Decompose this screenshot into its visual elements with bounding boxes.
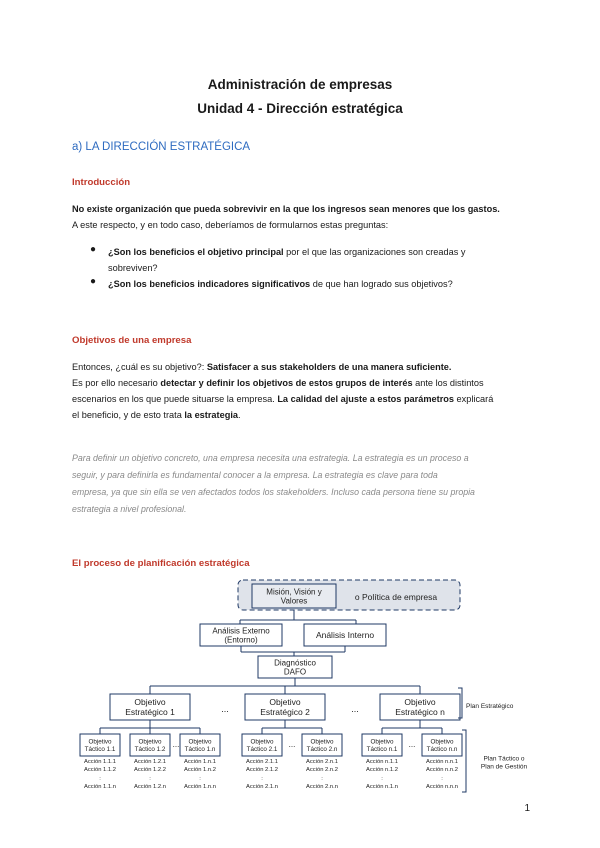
intro-question-lead: A este respecto, y en todo caso, deberíamos de formularnos estas preguntas:	[72, 220, 389, 230]
accion-label: :	[381, 776, 383, 782]
strategy-line: Para definir un objetivo concreto, una empresa necesita una estrategia. La estrategia es un proceso a	[72, 453, 469, 463]
planning-heading: El proceso de planificación estratégica	[72, 558, 250, 569]
accion-label: Acción 1.n.n	[184, 784, 216, 790]
ellipsis: ...	[288, 740, 296, 749]
objetivo-tactico-label: Táctico 2.n	[306, 745, 338, 753]
accion-label: Acción 1.2.1	[134, 759, 166, 765]
objetivo-tactico-label: Objetivo	[310, 738, 334, 746]
objetivo-tactico-label: Objetivo	[188, 738, 212, 746]
accion-label: :	[149, 776, 151, 782]
page-number: 1	[524, 803, 530, 814]
document-subtitle: Unidad 4 - Dirección estratégica	[197, 101, 403, 116]
accion-label: Acción 1.1.1	[84, 759, 116, 765]
accion-label: Acción n.1.n	[366, 784, 398, 790]
bullet-1-rest: por el que las organizaciones son creadas y	[283, 247, 466, 257]
accion-label: Acción n.n.n	[426, 784, 458, 790]
accion-label: Acción 1.1.2	[84, 767, 116, 773]
objetivo-estrategico-label: Estratégico 2	[260, 706, 310, 717]
accion-label: Acción 1.n.1	[184, 759, 216, 765]
obj-bold: La calidad del ajuste a estos parámetros	[277, 394, 454, 404]
objetivo-estrategico-label: Objetivo	[269, 696, 301, 707]
objetivos-heading: Objetivos de una empresa	[72, 335, 192, 346]
obj-bold: la estrategia	[184, 410, 238, 420]
ellipsis: ...	[351, 704, 359, 714]
objetivo-tactico-label: Objetivo	[370, 738, 394, 746]
obj-text: Entonces, ¿cuál es su objetivo?:	[72, 362, 207, 372]
bullet-dot: ●	[90, 244, 97, 255]
objetivo-tactico-label: Táctico 1.n	[184, 745, 216, 753]
accion-label: Acción n.1.1	[366, 759, 398, 765]
objetivo-tactico-label: Táctico 2.1	[246, 745, 278, 753]
accion-label: Acción 2.n.1	[306, 759, 338, 765]
strategy-line: seguir, y para definirla es fundamental conocer a la empresa. La estrategia es clave para toda	[72, 470, 438, 480]
mision-label: Misión, Visión y	[266, 587, 322, 597]
accion-label: :	[99, 776, 101, 782]
intro-statement: No existe organización que pueda sobrevivir en la que los ingresos sean menores que los gastos.	[72, 204, 500, 214]
ellipsis: ...	[408, 740, 416, 749]
objetivo-tactico-label: Objetivo	[430, 738, 454, 746]
analisis-interno-label: Análisis Interno	[315, 630, 375, 640]
accion-label: Acción 1.2.n	[134, 784, 166, 790]
accion-label: Acción 1.2.2	[134, 767, 166, 773]
plan-tactico-bracket	[462, 730, 466, 792]
bullet-2-rest: de que han logrado sus objetivos?	[310, 279, 453, 289]
intro-heading: Introducción	[72, 177, 131, 188]
accion-label: Acción 2.1.n	[246, 784, 278, 790]
accion-label: :	[321, 776, 323, 782]
obj-text: .	[237, 410, 241, 420]
accion-label: Acción n.n.2	[426, 767, 458, 773]
accion-label: Acción 2.1.1	[246, 759, 278, 765]
obj-text: escenarios en los que puede situarse la empresa.	[72, 394, 278, 404]
objetivo-tactico-label: Objetivo	[138, 738, 162, 746]
accion-label: :	[199, 776, 201, 782]
obj-text: Es por ello necesario	[72, 378, 161, 388]
accion-label: Acción 1.1.n	[84, 784, 116, 790]
obj-text: explicará	[454, 394, 494, 404]
accion-label: Acción n.n.1	[426, 759, 458, 765]
objetivo-estrategico-label: Estratégico n	[395, 706, 445, 717]
objetivo-tactico-label: Táctico n.1	[366, 745, 398, 753]
section-title: a) LA DIRECCIÓN ESTRATÉGICA	[72, 141, 251, 153]
politica-label: o Política de empresa	[354, 592, 438, 602]
plan-tactico-label: Plan de Gestión	[480, 763, 528, 771]
dafo-label: Diagnóstico	[274, 658, 316, 668]
strategy-line: empresa, ya que sin ella se ven afectados todos los stakeholders. Incluso cada persona tiene su propia	[72, 487, 475, 497]
objetivo-estrategico-label: Estratégico 1	[125, 706, 175, 717]
accion-label: :	[441, 776, 443, 782]
obj-bold: Satisfacer a sus stakeholders de una manera suficiente.	[206, 362, 452, 372]
obj-text: el beneficio, y de esto trata	[72, 410, 185, 420]
obj-bold: detectar y definir los objetivos de estos grupos de interés	[160, 378, 413, 388]
obj-text: ante los distintos	[412, 378, 484, 388]
objetivo-estrategico-label: Objetivo	[404, 696, 436, 707]
accion-label: Acción 2.1.2	[246, 767, 278, 773]
accion-label: Acción 1.n.2	[184, 767, 216, 773]
strategy-line: estrategia a nivel profesional.	[72, 504, 187, 514]
accion-label: Acción 2.n.n	[306, 784, 338, 790]
accion-label: :	[261, 776, 263, 782]
objetivo-tactico-label: Táctico n.n	[426, 745, 458, 753]
analisis-externo-label: (Entorno)	[224, 635, 258, 645]
document-title: Administración de empresas	[207, 77, 393, 92]
objetivo-estrategico-label: Objetivo	[134, 696, 166, 707]
mision-label: Valores	[280, 596, 308, 606]
objetivo-tactico-label: Táctico 1.1	[84, 745, 116, 753]
bullet-2-bold: ¿Son los beneficios indicadores significativos	[108, 279, 311, 289]
bullet-1-cont: sobreviven?	[108, 263, 158, 273]
bullet-dot: ●	[90, 276, 97, 287]
accion-label: Acción 2.n.2	[306, 767, 338, 773]
accion-label: Acción n.1.2	[366, 767, 398, 773]
objetivo-tactico-label: Táctico 1.2	[134, 745, 166, 753]
ellipsis: ...	[221, 704, 229, 714]
bullet-1-bold: ¿Son los beneficios el objetivo principal	[108, 247, 284, 257]
ellipsis: ...	[172, 740, 180, 749]
objetivo-tactico-label: Objetivo	[88, 738, 112, 746]
plan-estrategico-label: Plan Estratégico	[466, 703, 514, 710]
analisis-externo-label: Análisis Externo	[212, 626, 270, 636]
plan-tactico-label: Plan Táctico o	[483, 755, 525, 763]
objetivo-tactico-label: Objetivo	[250, 738, 274, 746]
dafo-label: DAFO	[283, 667, 307, 677]
